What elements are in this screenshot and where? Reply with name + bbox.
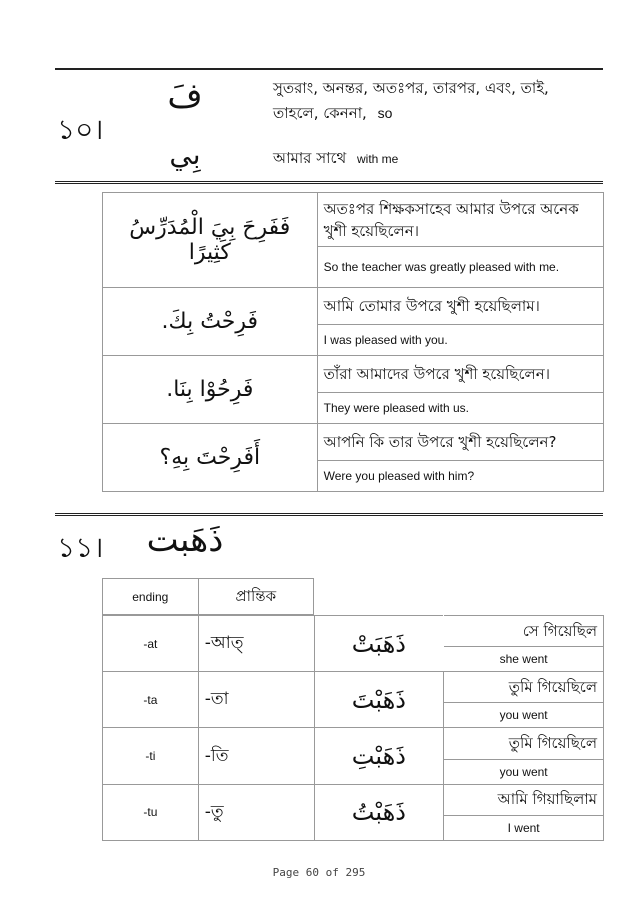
example-english: They were pleased with us. — [317, 393, 603, 424]
ending-latin: -ta — [103, 672, 199, 728]
ending-latin: -at — [103, 616, 199, 672]
verb-english: she went — [444, 647, 604, 672]
section-10-bottom-rule — [55, 181, 603, 182]
example-bangla: আপনি কি তার উপরে খুশী হয়েছিলেন? — [317, 424, 603, 461]
header-ending: ending — [103, 579, 199, 615]
example-english: Were you pleased with him? — [317, 460, 603, 491]
example-bangla: তাঁরা আমাদের উপরে খুশী হয়েছিলেন। — [317, 356, 603, 393]
meaning-bi-bangla: আমার সাথে — [273, 149, 347, 167]
verb-arabic: ذَهَبْتُ — [314, 784, 444, 840]
ending-bangla: -তি — [198, 728, 314, 784]
example-arabic: فَفَرِحَ بِيَ الْمُدَرِّسُ كَثِيرًا — [103, 193, 318, 288]
examples-table — [102, 192, 604, 492]
section-10-bottom-rule-2 — [55, 183, 603, 184]
header-bangla: প্রান্তিক — [198, 579, 313, 615]
verb-bangla: তুমি গিয়েছিলে — [444, 728, 604, 759]
verb-bangla: তুমি গিয়েছিলে — [444, 672, 604, 703]
meaning-fa — [273, 76, 573, 126]
table-row — [103, 728, 604, 759]
verb-bangla: আমি গিয়াছিলাম — [444, 784, 604, 815]
meaning-fa-english: so — [377, 105, 393, 121]
verb-bangla: সে গিয়েছিল — [444, 616, 604, 647]
verb-english: I went — [444, 815, 604, 840]
section-10-top-rule — [55, 68, 603, 70]
table-row — [103, 672, 604, 703]
example-arabic: أَفَرِحْتَ بِهِ؟ — [103, 424, 318, 492]
section-10-number: ১০। — [57, 113, 104, 146]
verb-english: you went — [444, 703, 604, 728]
table-row — [103, 616, 604, 647]
section-11-top-rule — [55, 513, 603, 514]
ending-bangla: -আত্ — [198, 616, 314, 672]
table-row — [103, 784, 604, 815]
example-arabic: فَرِحْتُ بِكَ. — [103, 288, 318, 356]
example-english: So the teacher was greatly pleased with me. — [317, 247, 603, 288]
ending-bangla: -তা — [198, 672, 314, 728]
section-11-top-rule-2 — [55, 515, 603, 516]
verb-arabic: ذَهَبْتَ — [314, 672, 444, 728]
arabic-word-dhahabat: ذَهَبت — [146, 520, 224, 560]
meaning-fa-bangla: সুতরাং, অনন্তর, অতঃপর, তারপর, এবং, তাই, তাহলে, কেননা, — [273, 79, 549, 122]
conjugation-table — [102, 615, 604, 841]
table-row — [103, 288, 604, 325]
meaning-bi-english: with me — [356, 152, 399, 166]
verb-arabic: ذَهَبْتِ — [314, 728, 444, 784]
table-row — [103, 193, 604, 247]
ending-latin: -tu — [103, 784, 199, 840]
page-footer: Page 60 of 295 — [272, 866, 366, 879]
verb-arabic: ذَهَبَتْ — [314, 616, 444, 672]
endings-header — [102, 578, 314, 615]
arabic-word-fa: فَ — [167, 76, 203, 116]
meaning-bi — [273, 146, 593, 172]
verb-english: you went — [444, 759, 604, 784]
example-bangla: আমি তোমার উপরে খুশী হয়েছিলাম। — [317, 288, 603, 325]
section-11-number: ১১। — [57, 531, 104, 564]
example-english: I was pleased with you. — [317, 325, 603, 356]
example-arabic: فَرِحُوْا بِنَا. — [103, 356, 318, 424]
example-bangla: অতঃপর শিক্ষকসাহেব আমার উপরে অনেক খুশী হয়েছিলেন। — [317, 193, 603, 247]
table-row — [103, 356, 604, 393]
ending-bangla: -তু — [198, 784, 314, 840]
arabic-word-bi: بِي — [169, 138, 201, 171]
ending-latin: -ti — [103, 728, 199, 784]
table-row — [103, 424, 604, 461]
table-row — [103, 579, 314, 615]
